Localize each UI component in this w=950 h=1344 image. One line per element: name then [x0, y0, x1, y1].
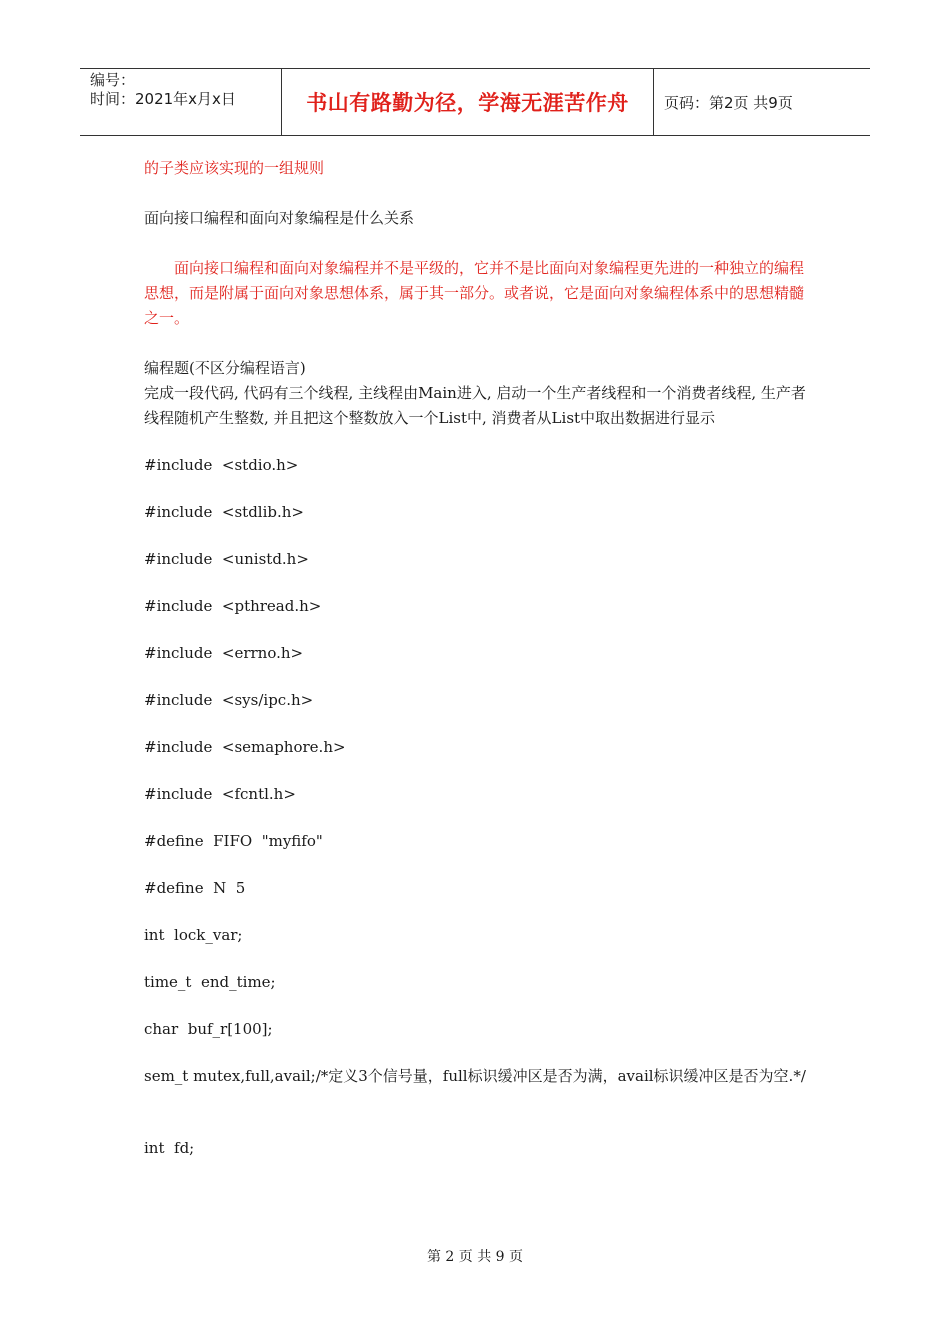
code-line: #include <pthread.h> [144, 597, 322, 615]
continued-text: 的子类应该实现的一组规则 [144, 159, 325, 177]
header-page-info: 页码：第2页 共9页 [664, 93, 793, 112]
code-line: #include <stdio.h> [144, 456, 299, 474]
header-motto: 书山有路勤为径，学海无涯苦作舟 [282, 69, 654, 135]
code-line: #include <fcntl.h> [144, 785, 296, 803]
code-line: #include <unistd.h> [144, 550, 309, 568]
code-line: #define N 5 [144, 879, 246, 897]
page-footer: 第 2 页 共 9 页 [426, 1249, 524, 1265]
code-line: #include <stdlib.h> [144, 503, 304, 521]
code-line: #include <sys/ipc.h> [144, 691, 314, 709]
header-meta [80, 69, 282, 135]
time-label: 时间：2021年x月x日 [90, 90, 236, 108]
code-line: #define FIFO "myfifo" [144, 832, 323, 850]
code-line-comment: sem_t mutex,full,avail;/*定义3个信号量，full标识缓冲区是否为满，avail标识缓冲区是否为空.*/ [144, 1067, 806, 1085]
page-header [80, 68, 870, 136]
question-heading: 面向接口编程和面向对象编程是什么关系 [144, 209, 415, 227]
task-title: 编程题(不区分编程语言) [144, 359, 306, 377]
code-block [144, 453, 810, 1161]
code-line: char buf_r[100]; [144, 1020, 273, 1038]
document-body [144, 156, 810, 1161]
code-line: int lock_var; [144, 926, 243, 944]
code-line: #include <errno.h> [144, 644, 304, 662]
task-description: 完成一段代码, 代码有三个线程, 主线程由Main进入, 启动一个生产者线程和一个消费者线程, 生产者线程随机产生整数, 并且把这个整数放入一个List中, 消费者从List中取出数据进行显示 [144, 384, 806, 427]
number-label: 编号： [90, 71, 136, 89]
code-line: time_t end_time; [144, 973, 276, 991]
code-line: int fd; [144, 1139, 195, 1157]
answer-paragraph: 面向接口编程和面向对象编程并不是平级的，它并不是比面向对象编程更先进的一种独立的编程思想，而是附属于面向对象思想体系，属于其一部分。或者说，它是面向对象编程体系中的思想精髓之一。 [144, 259, 805, 327]
code-line: #include <semaphore.h> [144, 738, 346, 756]
